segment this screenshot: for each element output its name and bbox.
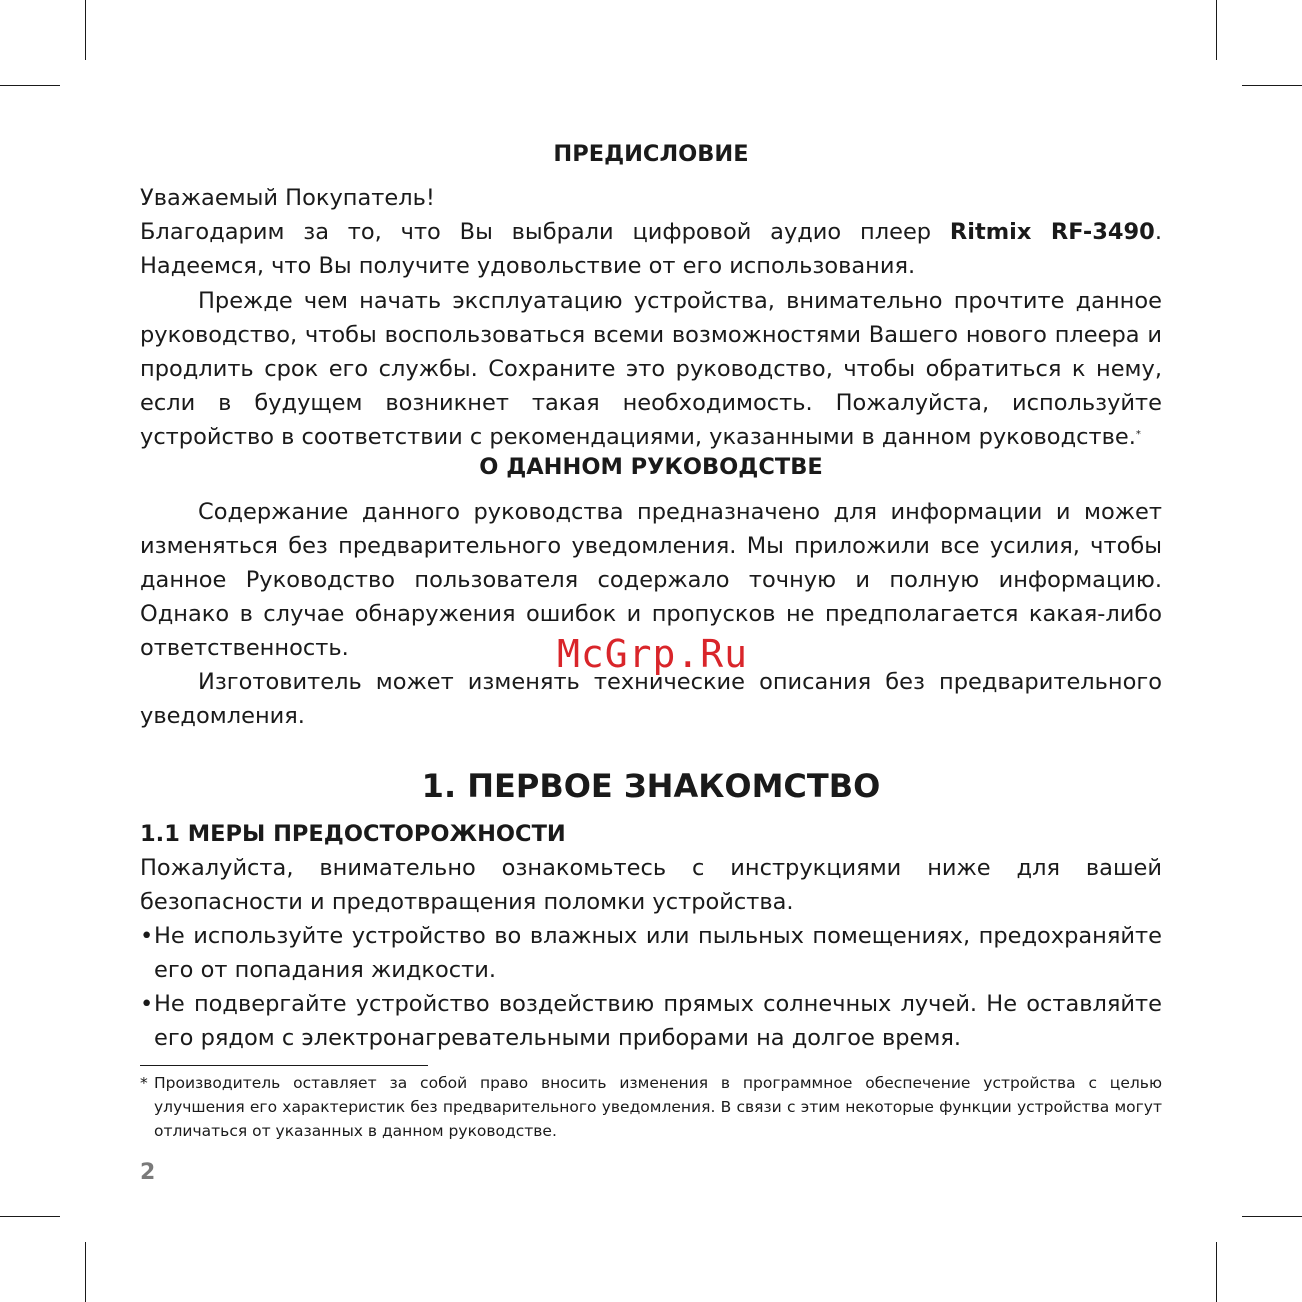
crop-mark xyxy=(1216,0,1217,60)
page-number: 2 xyxy=(140,1160,156,1185)
crop-mark xyxy=(85,1242,86,1302)
foreword-title: ПРЕДИСЛОВИЕ xyxy=(553,141,749,167)
about-paragraph-1: Содержание данного руководства предназначено для информации и может изменяться без предварительного уведомления. Мы приложили все усилия, чтобы данное Руководство пользователя содержало точную и полную информацию. Однако в случае обнаружения ошибок и пропусков не предполагается какая-либо ответственность. xyxy=(140,499,1162,661)
about-title: О ДАННОМ РУКОВОДСТВЕ xyxy=(479,454,823,480)
footnote-reference: * xyxy=(1135,429,1141,440)
precaution-text: Не используйте устройство во влажных или пыльных помещениях, предохраняйте его от попадания жидкости. xyxy=(154,923,1162,983)
footnote-text: Производитель оставляет за собой право вносить изменения в программное обеспечение устройства с целью улучшения его характеристик без предварительного уведомления. В связи с этим некоторые функции устройства могут отличаться от указанных в данном руководстве. xyxy=(154,1074,1162,1140)
precaution-text: Не подвергайте устройство воздействию прямых солнечных лучей. Не оставляйте его рядом с электронагревательными приборами на долгое время. xyxy=(154,991,1162,1051)
about-paragraph-2: Изготовитель может изменять технические описания без предварительного уведомления. xyxy=(140,669,1162,729)
crop-mark xyxy=(85,0,86,60)
about-section xyxy=(140,495,1162,733)
crop-mark xyxy=(1242,85,1302,86)
crop-mark xyxy=(1216,1242,1217,1302)
greeting: Уважаемый Покупатель! xyxy=(140,185,435,211)
precautions xyxy=(140,851,1162,1055)
precautions-intro: Пожалуйста, внимательно ознакомьтесь с инструкциями ниже для вашей безопасности и предотвращения поломки устройства. xyxy=(140,855,1162,915)
footnote-mark: * xyxy=(140,1074,148,1092)
watermark: McGrp.Ru xyxy=(557,632,749,676)
thanks-text: Благодарим за то, что Вы выбрали цифровой аудио плеер xyxy=(140,219,950,245)
foreword-body xyxy=(140,284,1162,454)
product-name: Ritmix RF-3490 xyxy=(949,219,1155,245)
bullet-dot: • xyxy=(140,923,154,949)
precaution-item xyxy=(140,919,1162,987)
bullet-dot: • xyxy=(140,991,154,1017)
crop-mark xyxy=(0,85,60,86)
footnote xyxy=(140,1071,1162,1143)
foreword-section xyxy=(140,181,1162,454)
precaution-item xyxy=(140,987,1162,1055)
thanks-paragraph xyxy=(140,215,1162,283)
chapter-title: 1. ПЕРВОЕ ЗНАКОМСТВО xyxy=(421,767,881,805)
crop-mark xyxy=(1242,1216,1302,1217)
thanks-text-end: . Надеемся, что Вы получите удовольствие от его использования. xyxy=(140,219,1162,279)
crop-mark xyxy=(0,1216,60,1217)
footnote-divider xyxy=(140,1065,428,1066)
section-title: 1.1 МЕРЫ ПРЕДОСТОРОЖНОСТИ xyxy=(140,821,566,847)
foreword-body-text: Прежде чем начать эксплуатацию устройства, внимательно прочтите данное руководство, чтобы воспользоваться всеми возможностями Вашего нового плеера и продлить срок его службы. Сохраните это руководство, чтобы обратиться к нему, если в будущем возникнет такая необходимость. Пожалуйста, используйте устройство в соответствии с рекомендациями, указанными в данном руководстве. xyxy=(140,288,1162,450)
